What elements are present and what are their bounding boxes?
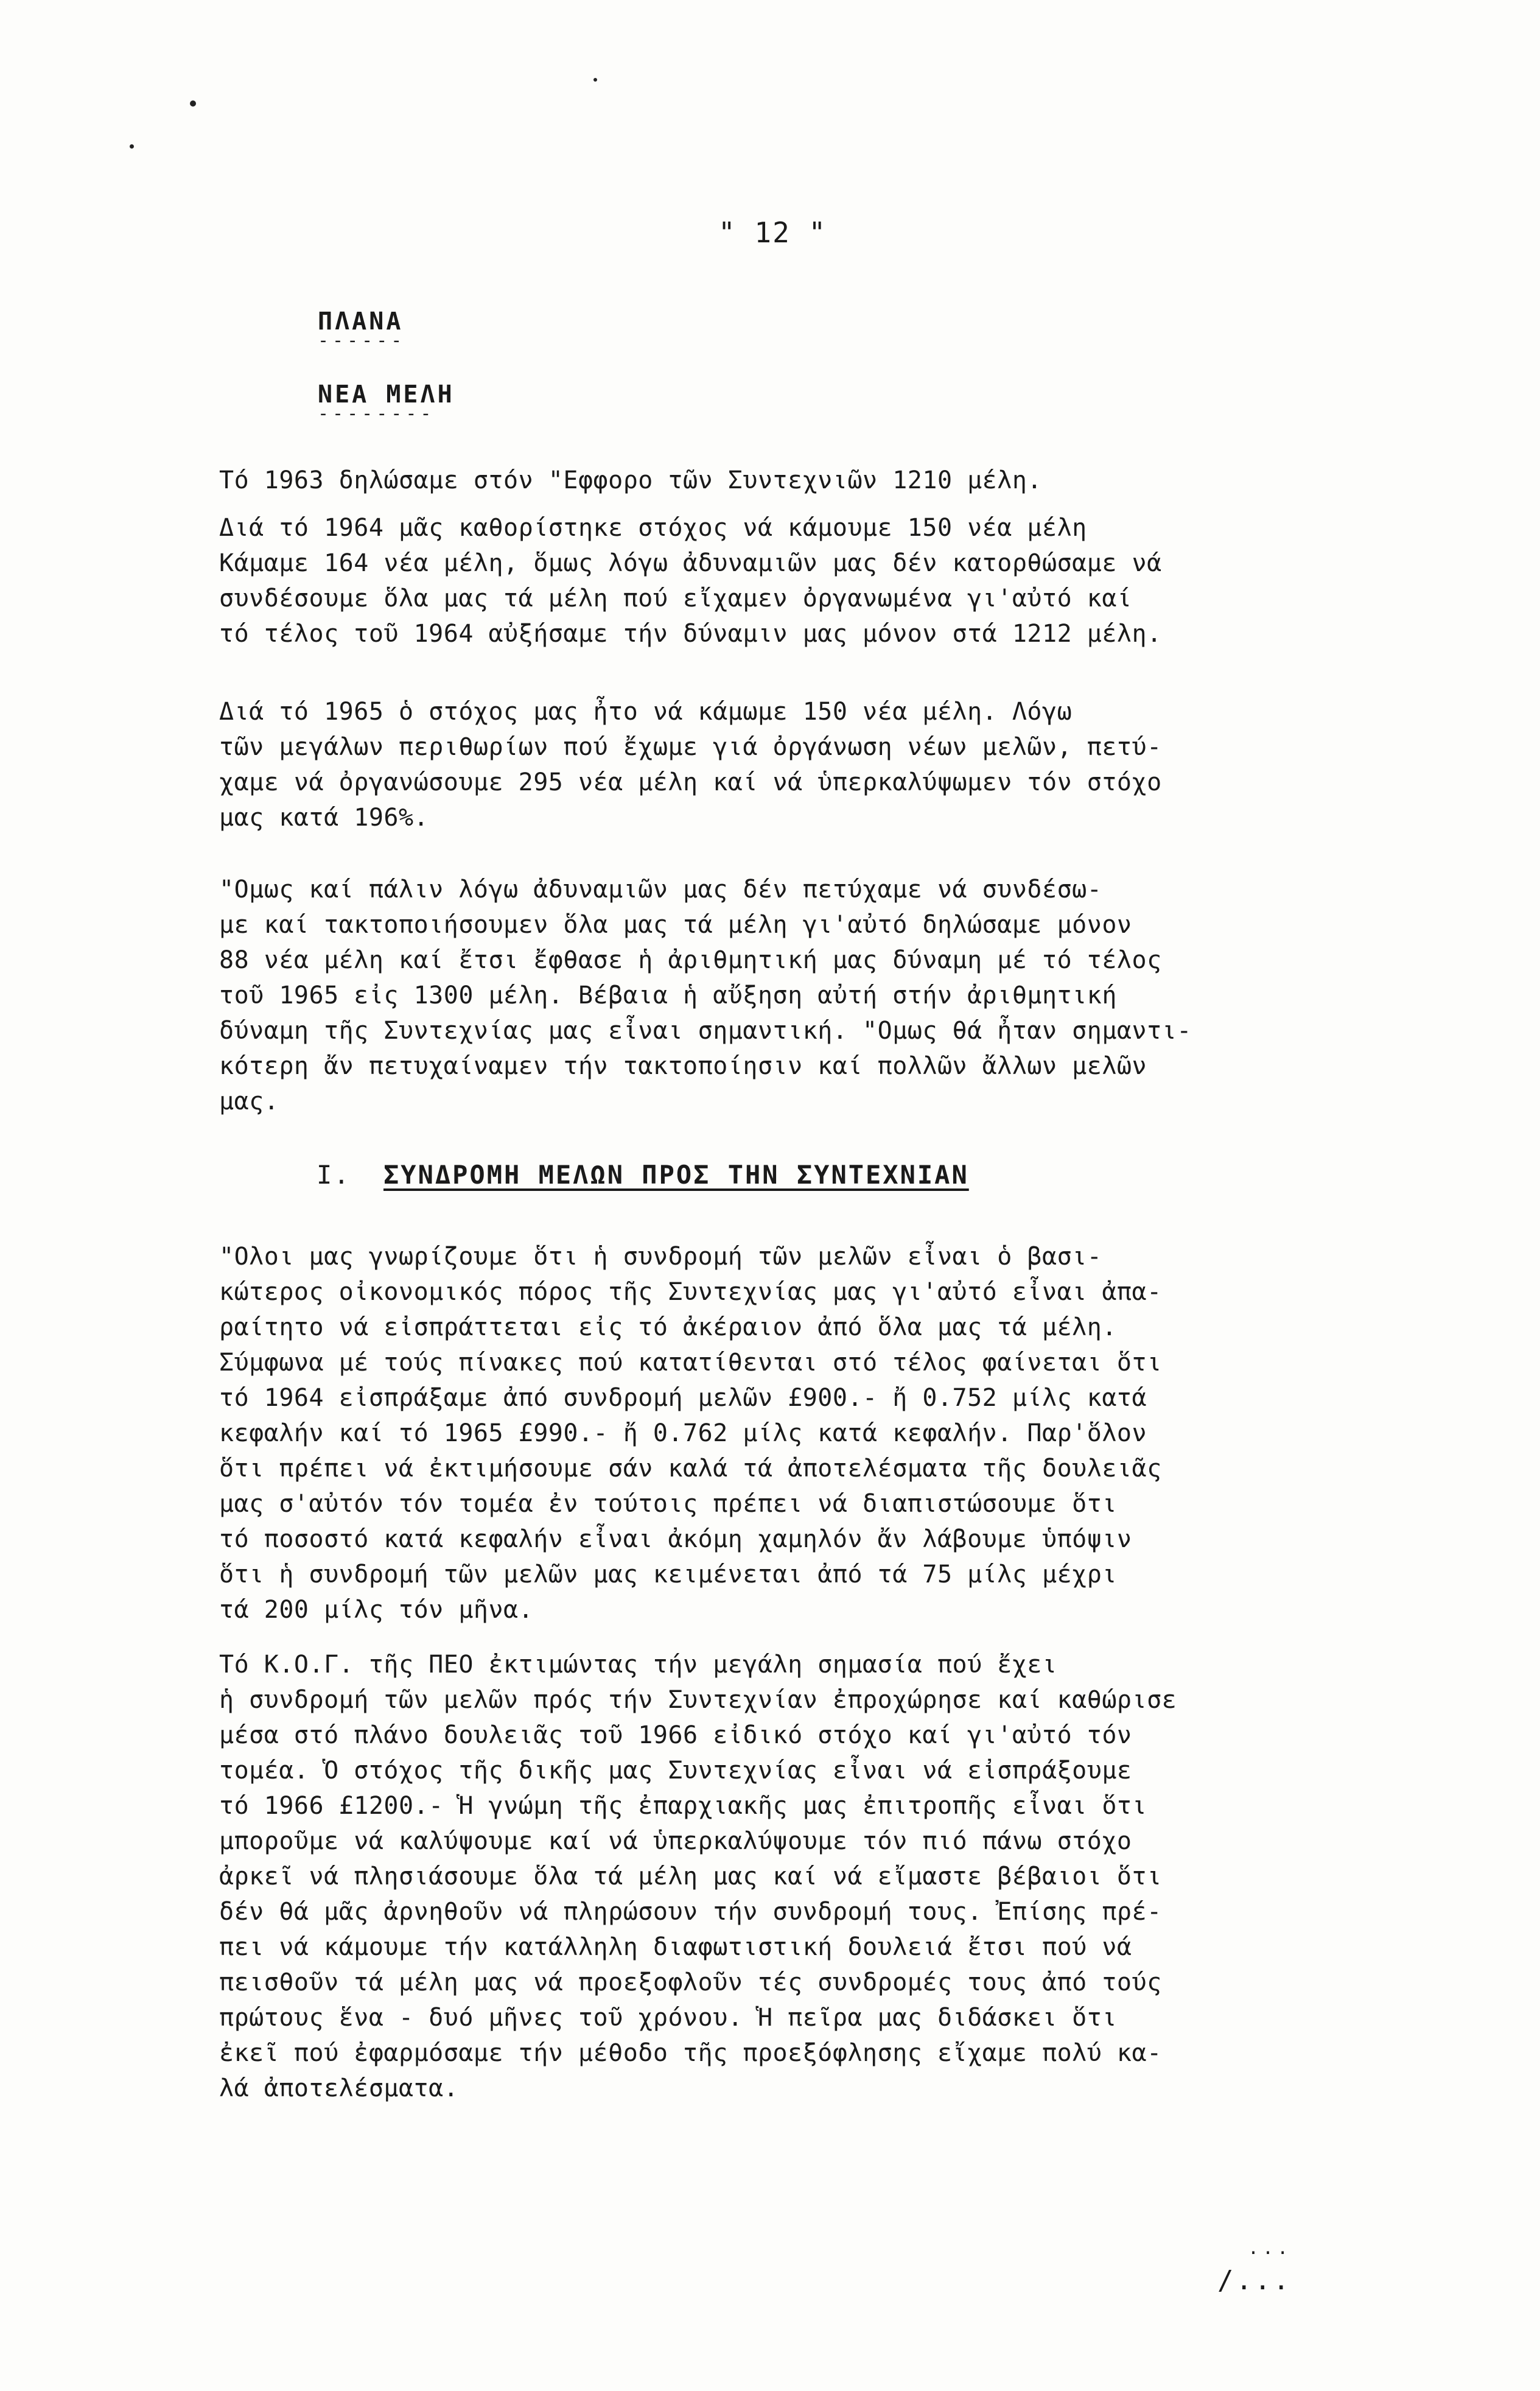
text-line: κότερη ἄν πετυχαίναμεν τήν τακτοποίησιν καί πολλῶν ἄλλων μελῶν	[219, 1052, 1147, 1080]
paragraph-kog-peo	[219, 1647, 1418, 2106]
paragraph-1964	[219, 510, 1418, 651]
text-line: Τό 1963 δηλώσαμε στόν "Εφφορο τῶν Συντεχνιῶν 1210 μέλη.	[219, 466, 1043, 494]
text-line: "Ομως καί πάλιν λόγω ἀδυναμιῶν μας δέν πετύχαμε νά συνδέσω-	[219, 876, 1102, 904]
text-line: μας σ'αὐτόν τόν τομέα ἐν τούτοις πρέπει νά διαπιστώσουμε ὅτι	[219, 1490, 1117, 1518]
paragraph-1963	[219, 463, 1418, 498]
heading-new-members	[318, 381, 455, 424]
text-line: δύναμη τῆς Συντεχνίας μας εἶναι σημαντική. "Ομως θά ἦταν σημαντι-	[219, 1017, 1192, 1045]
text-line: Τό Κ.Ο.Γ. τῆς ΠΕΟ ἐκτιμώντας τήν μεγάλη σημασία πού ἔχει	[219, 1651, 1057, 1679]
scan-speck	[190, 100, 196, 107]
text-line: τομέα. Ὁ στόχος τῆς δικῆς μας Συντεχνίας εἶναι νά εἰσπράξουμε	[219, 1757, 1132, 1785]
text-line: ὅτι ἡ συνδρομή τῶν μελῶν μας κειμένεται ἀπό τά 75 μίλς μέχρι	[219, 1561, 1117, 1589]
text-line: τό 1966 £1200.- Ἡ γνώμη τῆς ἐπαρχιακῆς μας ἐπιτροπῆς εἶναι ὅτι	[219, 1792, 1147, 1820]
text-line: τό 1964 εἰσπράξαμε ἀπό συνδρομή μελῶν £900.- ἤ 0.752 μίλς κατά	[219, 1384, 1147, 1412]
scan-speck	[130, 144, 134, 149]
section-title: ΣΥΝΔΡΟΜΗ ΜΕΛΩΝ ΠΡΟΣ ΤΗΝ ΣΥΝΤΕΧΝΙΑΝ	[383, 1160, 969, 1190]
text-line: κώτερος οἰκονομικός πόρος τῆς Συντεχνίας μας γι'αὐτό εἶναι ἀπα-	[219, 1278, 1162, 1306]
paragraph-subscriptions	[219, 1239, 1418, 1627]
continuation-dots: ...	[1248, 2238, 1292, 2259]
text-line: με καί τακτοποιήσουμεν ὅλα μας τά μέλη γι'αὐτό δηλώσαμε μόνον	[219, 911, 1132, 939]
continuation-mark: /...	[1217, 2265, 1292, 2296]
text-line: τό ποσοστό κατά κεφαλήν εἶναι ἀκόμη χαμηλόν ἄν λάβουμε ὑπόψιν	[219, 1525, 1132, 1553]
text-line: μέσα στό πλάνο δουλειᾶς τοῦ 1966 εἰδικό στόχο καί γι'αὐτό τόν	[219, 1721, 1132, 1749]
text-line: τοῦ 1965 εἰς 1300 μέλη. Βέβαια ἡ αὔξηση αὐτή στήν ἀριθμητική	[219, 981, 1117, 1009]
text-line: Διά τό 1964 μᾶς καθορίστηκε στόχος νά κάμουμε 150 νέα μέλη	[219, 514, 1087, 542]
paragraph-1965	[219, 694, 1418, 835]
page-number: " 12 "	[718, 216, 827, 249]
paragraph-however	[219, 872, 1418, 1119]
text-line: τῶν μεγάλων περιθωρίων πού ἔχωμε γιά ὀργάνωση νέων μελῶν, πετύ-	[219, 733, 1162, 761]
scan-speck	[593, 78, 597, 82]
section-number: I.	[317, 1160, 351, 1190]
text-line: μας κατά 196%.	[219, 804, 429, 832]
text-line: ἀρκεῖ νά πλησιάσουμε ὅλα τά μέλη μας καί νά εἴμαστε βέβαιοι ὅτι	[219, 1863, 1162, 1891]
text-line: πει νά κάμουμε τήν κατάλληλη διαφωτιστική δουλειά ἔτσι πού νά	[219, 1933, 1132, 1961]
text-line: ὅτι πρέπει νά ἐκτιμήσουμε σάν καλά τά ἀποτελέσματα τῆς δουλειᾶς	[219, 1455, 1162, 1483]
heading-plana-text: ΠΛΑΝΑ	[318, 307, 404, 335]
text-line: πρώτους ἕνα - δυό μῆνες τοῦ χρόνου. Ἡ πεῖρα μας διδάσκει ὅτι	[219, 2004, 1117, 2032]
text-line: τό τέλος τοῦ 1964 αὐξήσαμε τήν δύναμιν μας μόνον στά 1212 μέλη.	[219, 620, 1162, 648]
section-heading	[317, 1160, 969, 1190]
text-line: "Ολοι μας γνωρίζουμε ὅτι ἡ συνδρομή τῶν μελῶν εἶναι ὁ βασι-	[219, 1243, 1102, 1271]
text-line: Διά τό 1965 ὁ στόχος μας ἦτο νά κάμωμε 150 νέα μέλη. Λόγω	[219, 698, 1073, 726]
text-line: κεφαλήν καί τό 1965 £990.- ἤ 0.762 μίλς κατά κεφαλήν. Παρ'ὅλον	[219, 1419, 1147, 1447]
text-line: Κάμαμε 164 νέα μέλη, ὅμως λόγω ἀδυναμιῶν μας δέν κατορθώσαμε νά	[219, 549, 1162, 577]
heading-new-members-underline: --------	[318, 403, 435, 424]
text-line: ἐκεῖ πού ἐφαρμόσαμε τήν μέθοδο τῆς προεξόφλησης εἴχαμε πολύ κα-	[219, 2039, 1162, 2067]
heading-plana-underline: ------	[318, 330, 406, 351]
text-line: λά ἀποτελέσματα.	[219, 2074, 459, 2102]
text-line: ἡ συνδρομή τῶν μελῶν πρός τήν Συντεχνίαν ἐπροχώρησε καί καθώρισε	[219, 1686, 1177, 1714]
heading-plana	[318, 307, 406, 351]
heading-new-members-text: ΝΕΑ ΜΕΛΗ	[318, 381, 455, 409]
text-line: συνδέσουμε ὅλα μας τά μέλη πού εἴχαμεν ὀργανωμένα γι'αὐτό καί	[219, 585, 1132, 613]
text-line: μποροῦμε νά καλύψουμε καί νά ὑπερκαλύψουμε τόν πιό πάνω στόχο	[219, 1827, 1132, 1855]
text-line: δέν θά μᾶς ἀρνηθοῦν νά πληρώσουν τήν συνδρομή τους. Ἐπίσης πρέ-	[219, 1898, 1162, 1926]
text-line: μας.	[219, 1087, 279, 1115]
text-line: Σύμφωνα μέ τούς πίνακες πού κατατίθενται στό τέλος φαίνεται ὅτι	[219, 1349, 1162, 1377]
text-line: 88 νέα μέλη καί ἔτσι ἔφθασε ἡ ἀριθμητική μας δύναμη μέ τό τέλος	[219, 946, 1162, 974]
text-line: πεισθοῦν τά μέλη μας νά προεξοφλοῦν τές συνδρομές τους ἀπό τούς	[219, 1968, 1162, 1996]
text-line: χαμε νά ὀργανώσουμε 295 νέα μέλη καί νά ὑπερκαλύψωμεν τόν στόχο	[219, 768, 1162, 796]
text-line: ραίτητο νά εἰσπράττεται εἰς τό ἀκέραιον ἀπό ὅλα μας τά μέλη.	[219, 1313, 1117, 1341]
text-line: τά 200 μίλς τόν μῆνα.	[219, 1596, 534, 1624]
